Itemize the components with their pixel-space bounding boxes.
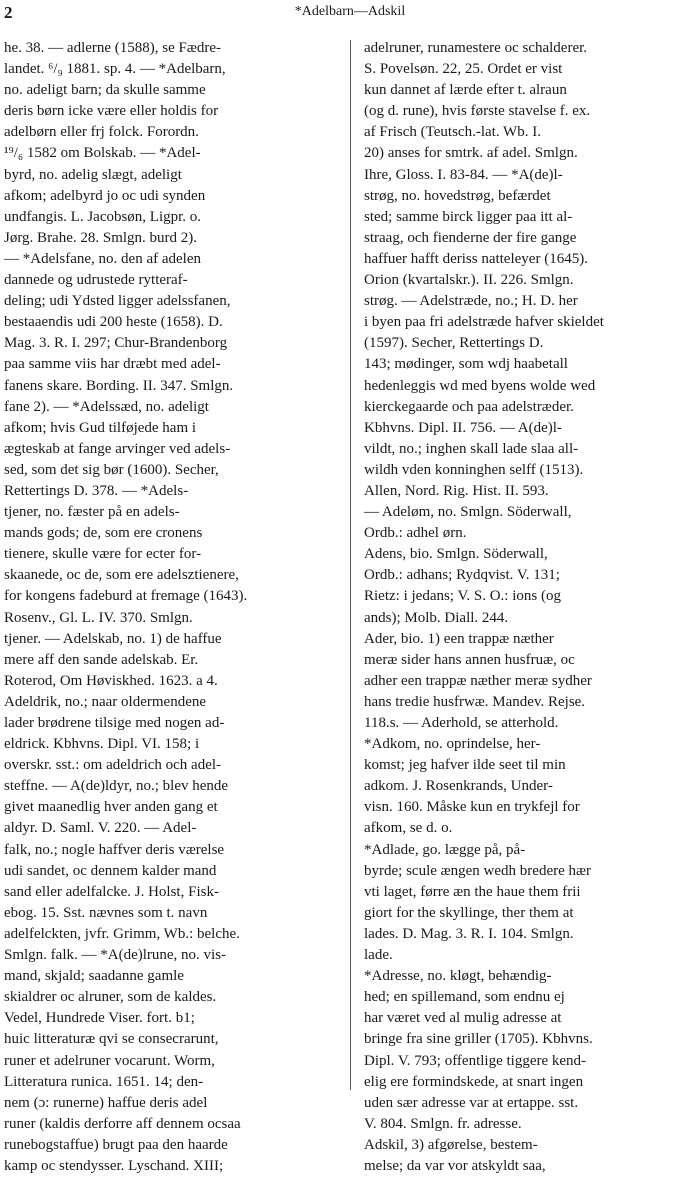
text-line: elig ere formindskede, at snart ingen [364, 1073, 584, 1090]
text-line: Rettertings D. 378. — *Adels- [4, 482, 189, 499]
text-line: 118.s. — Aderhold, se atterhold. [364, 715, 559, 731]
text-line: Roterod, Om Høviskhed. 1623. a 4. [4, 672, 218, 689]
text-line: Ihre, Gloss. I. 83-84. — *A(de)l- [364, 166, 563, 183]
text-line: no. adeligt barn; da skulle samme [4, 82, 206, 99]
text-line: lade. [364, 947, 393, 964]
text-line: deling; udi Ydsted ligger adelssfanen, [4, 293, 231, 310]
text-line: melse; da var vor atskyldt saa, [364, 1157, 546, 1174]
text-line: Smlgn. falk. — *A(de)lrune, no. vis- [4, 947, 227, 964]
text-line: givet maanedlig hver anden gang et [4, 799, 218, 816]
text-line: Jørg. Brahe. 28. Smlgn. burd 2). [4, 229, 198, 246]
text-line: Mag. 3. R. I. 297; Chur-Brandenborg [4, 335, 228, 352]
text-line: strøg, no. hovedstrøg, befærdet [364, 187, 551, 204]
text-line: paa samme viis har dræbt med adel- [4, 356, 221, 373]
text-line: mere aff den sande adelskab. Er. [4, 651, 199, 668]
text-line: undfangis. L. Jacobsøn, Ligpr. o. [4, 208, 202, 225]
text-line: afkom, se d. o. [364, 820, 453, 837]
text-line: fane 2). — *Adelssæd, no. adeligt [4, 398, 209, 415]
text-line: mand, skjald; saadanne gamle [4, 968, 184, 985]
text-line: falk, no.; nogle haffver deris værelse [4, 841, 225, 858]
text-line: adelfelckten, jvfr. Grimm, Wb.: belche. [4, 925, 240, 942]
text-line: haffuer hafft deriss natteleyer (1645). [364, 250, 588, 267]
text-line: (og d. rune), hvis første stavelse f. ex. [364, 103, 591, 120]
text-line: aldyr. D. Saml. V. 220. — Adel- [4, 820, 197, 837]
text-line: strøg. — Adelstræde, no.; H. D. her [364, 293, 578, 310]
text-line: tjener. — Adelskab, no. 1) de haffue [4, 630, 222, 647]
text-line: nem (ɔ: runerne) haffue deris adel [4, 1094, 208, 1111]
text-line: lades. D. Mag. 3. R. I. 104. Smlgn. [364, 925, 574, 942]
text-line: udi sandet, oc dennem kalder mand [4, 862, 217, 879]
text-line: V. 804. Smlgn. fr. adresse. [364, 1115, 522, 1132]
text-line: overskr. sst.: om adeldrich och adel- [4, 757, 222, 774]
text-line: Adens, bio. Smlgn. Söderwall, [364, 546, 548, 563]
text-line: ¹⁹/₆ 1582 om Bolskab. — *Adel- [4, 145, 201, 162]
text-line: sand eller adelfalcke. J. Holst, Fisk- [4, 883, 219, 900]
text-line: *Adkom, no. oprindelse, her- [364, 736, 541, 753]
text-line: Kbhvns. Dipl. II. 756. — A(de)l- [364, 419, 562, 436]
text-line: af Frisch (Teutsch.-lat. Wb. I. [364, 124, 541, 141]
text-line: bringe fra sine griller (1705). Kbhvns. [364, 1031, 593, 1048]
text-line: meræ sider hans annen husfruæ, oc [364, 651, 575, 668]
text-line: Vedel, Hundrede Viser. fort. b1; [4, 1010, 195, 1027]
text-line: mands gods; de, som ere cronens [4, 525, 203, 542]
text-line: runer (kaldis derforre aff dennem ocsaa [4, 1115, 241, 1132]
text-line: (1597). Secher, Rettertings D. [364, 335, 544, 352]
text-line: ebog. 15. Sst. nævnes som t. navn [4, 904, 208, 921]
text-line: Adeldrik, no.; naar oldermendene [4, 693, 207, 710]
text-line: vti laget, førre æn the haue them frii [364, 883, 581, 900]
text-line: adkom. J. Rosenkrands, Under- [364, 778, 553, 795]
text-line: straag, och fienderne der fire gange [364, 229, 577, 246]
text-line: afkom; hvis Gud tilføjede ham i [4, 419, 197, 436]
text-line: adelruner, runamestere oc schalderer. [364, 40, 588, 56]
left-column [4, 38, 334, 1177]
page-header [0, 0, 700, 30]
text-line: dannede og udrustede rytteraf- [4, 272, 188, 289]
text-line: wildh vden konninghen selff (1513). [364, 461, 584, 478]
text-line: bestaaendis udi 200 heste (1658). D. [4, 314, 223, 331]
text-line: deris børn icke være eller holdis for [4, 103, 219, 120]
text-line: hedenleggis wd med byens wolde wed [364, 377, 596, 394]
text-line: skaanede, oc de, som ere adelsztienere, [4, 567, 239, 584]
text-line: runebogstaffue) brugt paa den haarde [4, 1136, 228, 1153]
text-line: S. Povelsøn. 22, 25. Ordet er vist [364, 61, 563, 78]
text-line: adher een trappæ næther meræ sydher [364, 672, 592, 689]
text-line: runer et adelruner vocarunt. Worm, [4, 1052, 215, 1069]
text-line: Litteratura runica. 1651. 14; den- [4, 1073, 204, 1090]
text-line: 20) anses for smtrk. af adel. Smlgn. [364, 145, 578, 162]
text-line: kun dannet af lærde efter t. alraun [364, 82, 567, 99]
text-line: *Adresse, no. kløgt, behændig- [364, 968, 552, 985]
text-line: lader brødrene tilsige med nogen ad- [4, 715, 225, 731]
text-line: Orion (kvartalskr.). II. 226. Smlgn. [364, 272, 574, 289]
text-line: visn. 160. Måske kun en trykfejl for [364, 799, 580, 816]
text-line: i byen paa fri adelstræde hafver skieldet [364, 314, 604, 331]
text-line: — Adeløm, no. Smlgn. Söderwall, [364, 504, 572, 521]
text-line: for kongens fadeburd at fremage (1643). [4, 588, 248, 605]
column-divider [350, 40, 351, 1090]
text-line: kierckegaarde och paa adelstræder. [364, 398, 574, 415]
text-line: hed; en spillemand, som endnu ej [364, 989, 565, 1006]
text-line: tjener, no. fæster på en adels- [4, 504, 180, 521]
text-line: landet. ⁶/₉ 1881. sp. 4. — *Adelbarn, [4, 61, 226, 78]
text-line: *Adlade, go. lægge på, på- [364, 841, 526, 858]
text-line: har været ved al mulig adresse at [364, 1010, 562, 1027]
text-line: skialdrer oc alruner, som de kaldes. [4, 989, 217, 1006]
text-line: sted; samme birck ligger paa itt al- [364, 208, 573, 225]
text-line: huic litteraturæ qvi se consecrarunt, [4, 1031, 219, 1048]
text-line: Ordb.: adhans; Rydqvist. V. 131; [364, 567, 560, 584]
text-line: kamp oc stendysser. Lyschand. XIII; [4, 1157, 224, 1174]
text-line: adelbørn eller frj folck. Forordn. [4, 124, 199, 141]
text-line: ægteskab at fange arvinger ved adels- [4, 440, 231, 457]
text-line: he. 38. — adlerne (1588), se Fædre- [4, 40, 222, 56]
text-line: byrde; scule ængen wedh bredere hær [364, 862, 592, 879]
text-line: 143; mødinger, som wdj haabetall [364, 356, 568, 373]
text-line: byrd, no. adelig slægt, adeligt [4, 166, 182, 183]
text-line: — *Adelsfane, no. den af adelen [4, 250, 202, 267]
text-line: Allen, Nord. Rig. Hist. II. 593. [364, 482, 549, 499]
text-line: Ordb.: adhel ørn. [364, 525, 467, 542]
text-line: Dipl. V. 793; offentlige tiggere kend- [364, 1052, 587, 1069]
right-column [364, 38, 694, 1177]
text-line: vildt, no.; inghen skall lade slaa all- [364, 440, 579, 457]
text-line: giort for the skyllinge, ther them at [364, 904, 574, 921]
text-line: tienere, skulle være for ecter for- [4, 546, 202, 563]
text-line: eldrick. Kbhvns. Dipl. VI. 158; i [4, 736, 200, 753]
text-line: Rosenv., Gl. L. IV. 370. Smlgn. [4, 609, 193, 626]
text-line: uden sær adresse var at ertappe. sst. [364, 1094, 579, 1111]
text-line: Rietz: i jedans; V. S. O.: ions (og [364, 588, 561, 605]
text-line: fanens skare. Bording. II. 347. Smlgn. [4, 377, 234, 394]
text-line: ands); Molb. Diall. 244. [364, 609, 509, 626]
text-line: Adskil, 3) afgørelse, bestem- [364, 1136, 538, 1153]
text-line: steffne. — A(de)ldyr, no.; blev hende [4, 778, 229, 795]
text-line: hans tredie husfrwæ. Mandev. Rejse. [364, 693, 586, 710]
text-line: afkom; adelbyrd jo oc udi synden [4, 187, 206, 204]
running-head: *Adelbarn—Adskil [294, 4, 406, 19]
text-line: komst; jeg hafver ilde seet til min [364, 757, 566, 774]
text-line: sed, som det sig bør (1600). Secher, [4, 461, 219, 478]
text-line: Ader, bio. 1) een trappæ næther [364, 630, 554, 647]
page-number: 2 [4, 3, 13, 22]
